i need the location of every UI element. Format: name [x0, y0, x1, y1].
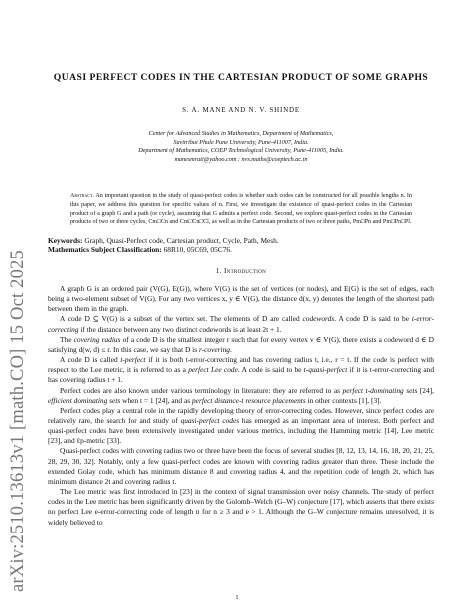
paragraph: Quasi-perfect codes with covering radius two or three have been the focus of several studies [8, 12, 13, 14, 16, 18, 20, 21, 25, 28, 29, 30, 32]. Notably, only a few quasi-perfect codes are known with covering radius greater than three. These include the extended Golay code, which has minimum distance 8 and covering radius 4, and the repetition code of length 2t, which has minimum distance 2t and covering radius t. — [48, 446, 434, 486]
paragraph: The covering radius of a code D is the smallest integer r such that for every vertex v ∈ V(G), there exists a codeword d ∈ D satisfying d(w, d) ≤ r. In this case, we say that D is r-covering. — [48, 334, 434, 354]
paragraph: A code D ⊆ V(G) is a subset of the vertex set. The elements of D are called codewords. A code D is said to be t-error-correcting if the distance between any two distinct codewords is at least 2t + 1. — [48, 314, 435, 334]
keywords-label: Keywords: — [48, 235, 83, 245]
paragraph: Perfect codes play a central role in the rapidly developing theory of error-correcting codes. However, since perfect codes are relatively rare, the search for and study of quasi-perfect codes has emerged as an important area of interest. Both perfect and quasi-perfect codes have been extensively investigated under various metrics, including the Hamming metric [14], Lee metric [23], and ℓp-metric [33]. — [48, 405, 435, 446]
paragraph: The Lee metric was first introduced in [23] in the context of signal transmission over noisy channels. The study of perfect codes in the Lee metric has been significantly driven by the Golomb–Welch (G–W) conjecture [17], which asserts that there exists no perfect Lee e-error-correcting code of length n for n ≥ 3 and e > 1. Although the G–W conjecture remains unresolved, it is widely believed to — [48, 487, 434, 527]
affiliations — [48, 130, 434, 164]
paper-authors: S. A. MANE AND N. V. SHINDE — [182, 106, 300, 114]
abstract-text: An important question in the study of quasi-perfect codes is whether such codes can be constructed for all possible lengths n. In this paper, we address this question for specific values of n. First, we investigate the existence of quasi-perfect codes in the Cartesian product of a graph G and a path (or cycle), assuming that G admits a perfect code. Second, we explore quasi-perfect codes in the Cartesian products of two or three cycles, Cm□Cn and Cm□Cn□Cl, as well as in the Cartesian products of two or three paths, Pm□Pn and Pm□Pn□Pl. — [70, 193, 412, 226]
abstract — [70, 192, 412, 226]
keywords — [48, 236, 434, 255]
affiliation-line: Center for Advanced Studies in Mathematics, Department of Mathematics, — [148, 130, 334, 137]
arxiv-sidebar — [0, 0, 34, 613]
abstract-label: Abstract. — [70, 193, 94, 200]
arxiv-identifier: arXiv:2510.13613v1 [math.CO] 15 Oct 2025 — [8, 250, 28, 592]
paper-body — [48, 284, 434, 528]
author-emails: manesmruti@yahoo.com : nvs.maths@coeptech.ac.in — [174, 155, 308, 163]
msc-label: Mathematics Subject Classification: — [48, 245, 162, 255]
affiliation-line: Department of Mathematics, COEP Technological University, Pune-411005, India. — [138, 147, 344, 155]
paragraph: A code D is called t-perfect if it is both t-error-correcting and has covering radius t, i.e., r = t. If the code is perfect with respect to the Lee metric, it is referred to as a perfect Lee code. A code is said to be t-quasi-perfect if it is t-error-correcting and has covering radius t + 1. — [48, 355, 435, 385]
paper-page — [48, 0, 434, 528]
msc-text: 68R10, 05C69, 05C76. — [163, 245, 232, 255]
keywords-text: Graph, Quasi-Perfect code, Cartesian product, Cycle, Path, Mesh. — [84, 235, 279, 245]
section-heading: 1. Introduction — [215, 266, 267, 275]
affiliation-line: Savitribai Phule Pune University, Pune-411007, India. — [173, 138, 309, 146]
page-number: 1 — [235, 594, 239, 601]
paper-title: QUASI PERFECT CODES IN THE CARTESIAN PRODUCT OF SOME GRAPHS — [53, 72, 429, 83]
paragraph: A graph G is an ordered pair (V(G), E(G)), where V(G) is the set of vertices (or nodes), and E(G) is the set of edges, each being a two-element subset of V(G). For any two vertices x, y ∈ V(G), the distance d(x, y) denotes the length of the shortest path between them in the graph. — [48, 283, 434, 314]
paragraph: Perfect codes are also known under various terminology in literature: they are referred to as perfect t-dominating sets [24], efficient dominating sets when t = 1 [24], and as perfect distance-t resource placements in other contexts [1], [3]. — [48, 385, 435, 405]
